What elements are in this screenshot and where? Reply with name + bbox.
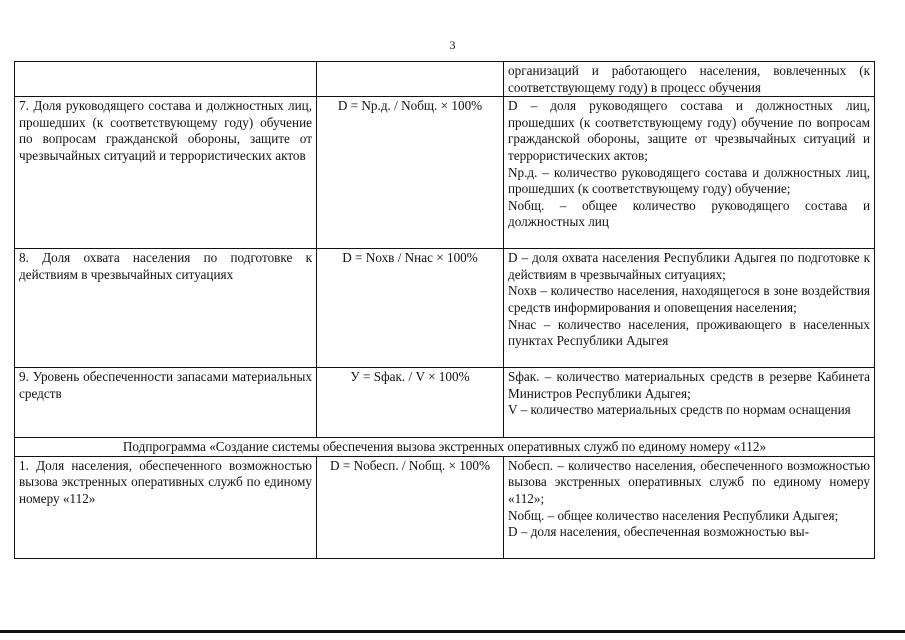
description-line: Nнас – количество населения, проживающего в населенных пунктах Республики Адыгея: [508, 316, 870, 349]
indicator-formula: [317, 62, 504, 97]
bottom-rule: [0, 630, 905, 633]
indicator-description: [504, 97, 875, 249]
indicator-formula: D = Nр.д. / Nобщ. × 100%: [317, 97, 504, 249]
description-line: D – доля охвата населения Республики Адыгея по подготовке к действиям в чрезвычайных ситуациях;: [508, 250, 870, 282]
description-line: Sфак. – количество материальных средств в резерве Кабинета Министров Республики Адыгея;: [508, 369, 870, 401]
indicator-description: [504, 62, 875, 97]
indicator-name: [15, 62, 317, 97]
description-line: D – доля руководящего состава и должностных лиц, прошедших (к соответствующему году) обучение по вопросам гражданской обороны, защите от чрезвычайных ситуаций и террористических актов;: [508, 98, 870, 163]
table-row: [15, 97, 875, 249]
table-row: [15, 368, 875, 438]
page-number: 3: [449, 38, 456, 52]
indicator-name: 9. Уровень обеспеченности запасами материальных средств: [15, 368, 317, 438]
table-row: [15, 249, 875, 368]
indicator-description: [504, 249, 875, 368]
description-line: D – доля населения, обеспеченная возможностью вы-: [508, 524, 810, 540]
indicator-name: 7. Доля руководящего состава и должностных лиц, прошедших (к соответствующему году) обучение по вопросам гражданской обороны, защите от чрезвычайных ситуаций и террористических актов: [15, 97, 317, 249]
description-line: Nобщ. – общее количество населения Республики Адыгея;: [508, 507, 839, 523]
table-row: [15, 456, 875, 558]
indicator-name: 1. Доля населения, обеспеченного возможностью вызова экстренных оперативных служб по единому номеру «112»: [15, 456, 317, 558]
indicator-formula: D = Nохв / Nнас × 100%: [317, 249, 504, 368]
indicator-name: 8. Доля охвата населения по подготовке к действиям в чрезвычайных ситуациях: [15, 249, 317, 368]
section-row: [15, 438, 875, 457]
description-line: Nобесп. – количество населения, обеспеченного возможностью вызова экстренных оперативных служб по единому номеру «112»;: [508, 457, 870, 506]
table-row: [15, 62, 875, 97]
indicator-description: [504, 368, 875, 438]
indicator-formula: D = Nобесп. / Nобщ. × 100%: [317, 456, 504, 558]
indicator-formula: У = Sфак. / V × 100%: [317, 368, 504, 438]
section-title: Подпрограмма «Создание системы обеспечения вызова экстренных оперативных служб по единому номеру «112»: [15, 438, 875, 457]
indicator-description: [504, 456, 875, 558]
description-line: организаций и работающего населения, вовлеченных (к соответствующему году) в процесс обучения: [508, 63, 870, 95]
description-line: Nр.д. – количество руководящего состава и должностных лиц, прошедших (к соответствующему году) обучение;: [508, 164, 870, 197]
description-line: Nохв – количество населения, находящегося в зоне воздействия средств информирования и оповещения населения;: [508, 283, 870, 315]
description-line: Nобщ. – общее количество руководящего состава и должностных лиц: [508, 197, 870, 230]
indicators-table: [14, 61, 875, 559]
description-line: V – количество материальных средств по нормам оснащения: [508, 402, 851, 418]
